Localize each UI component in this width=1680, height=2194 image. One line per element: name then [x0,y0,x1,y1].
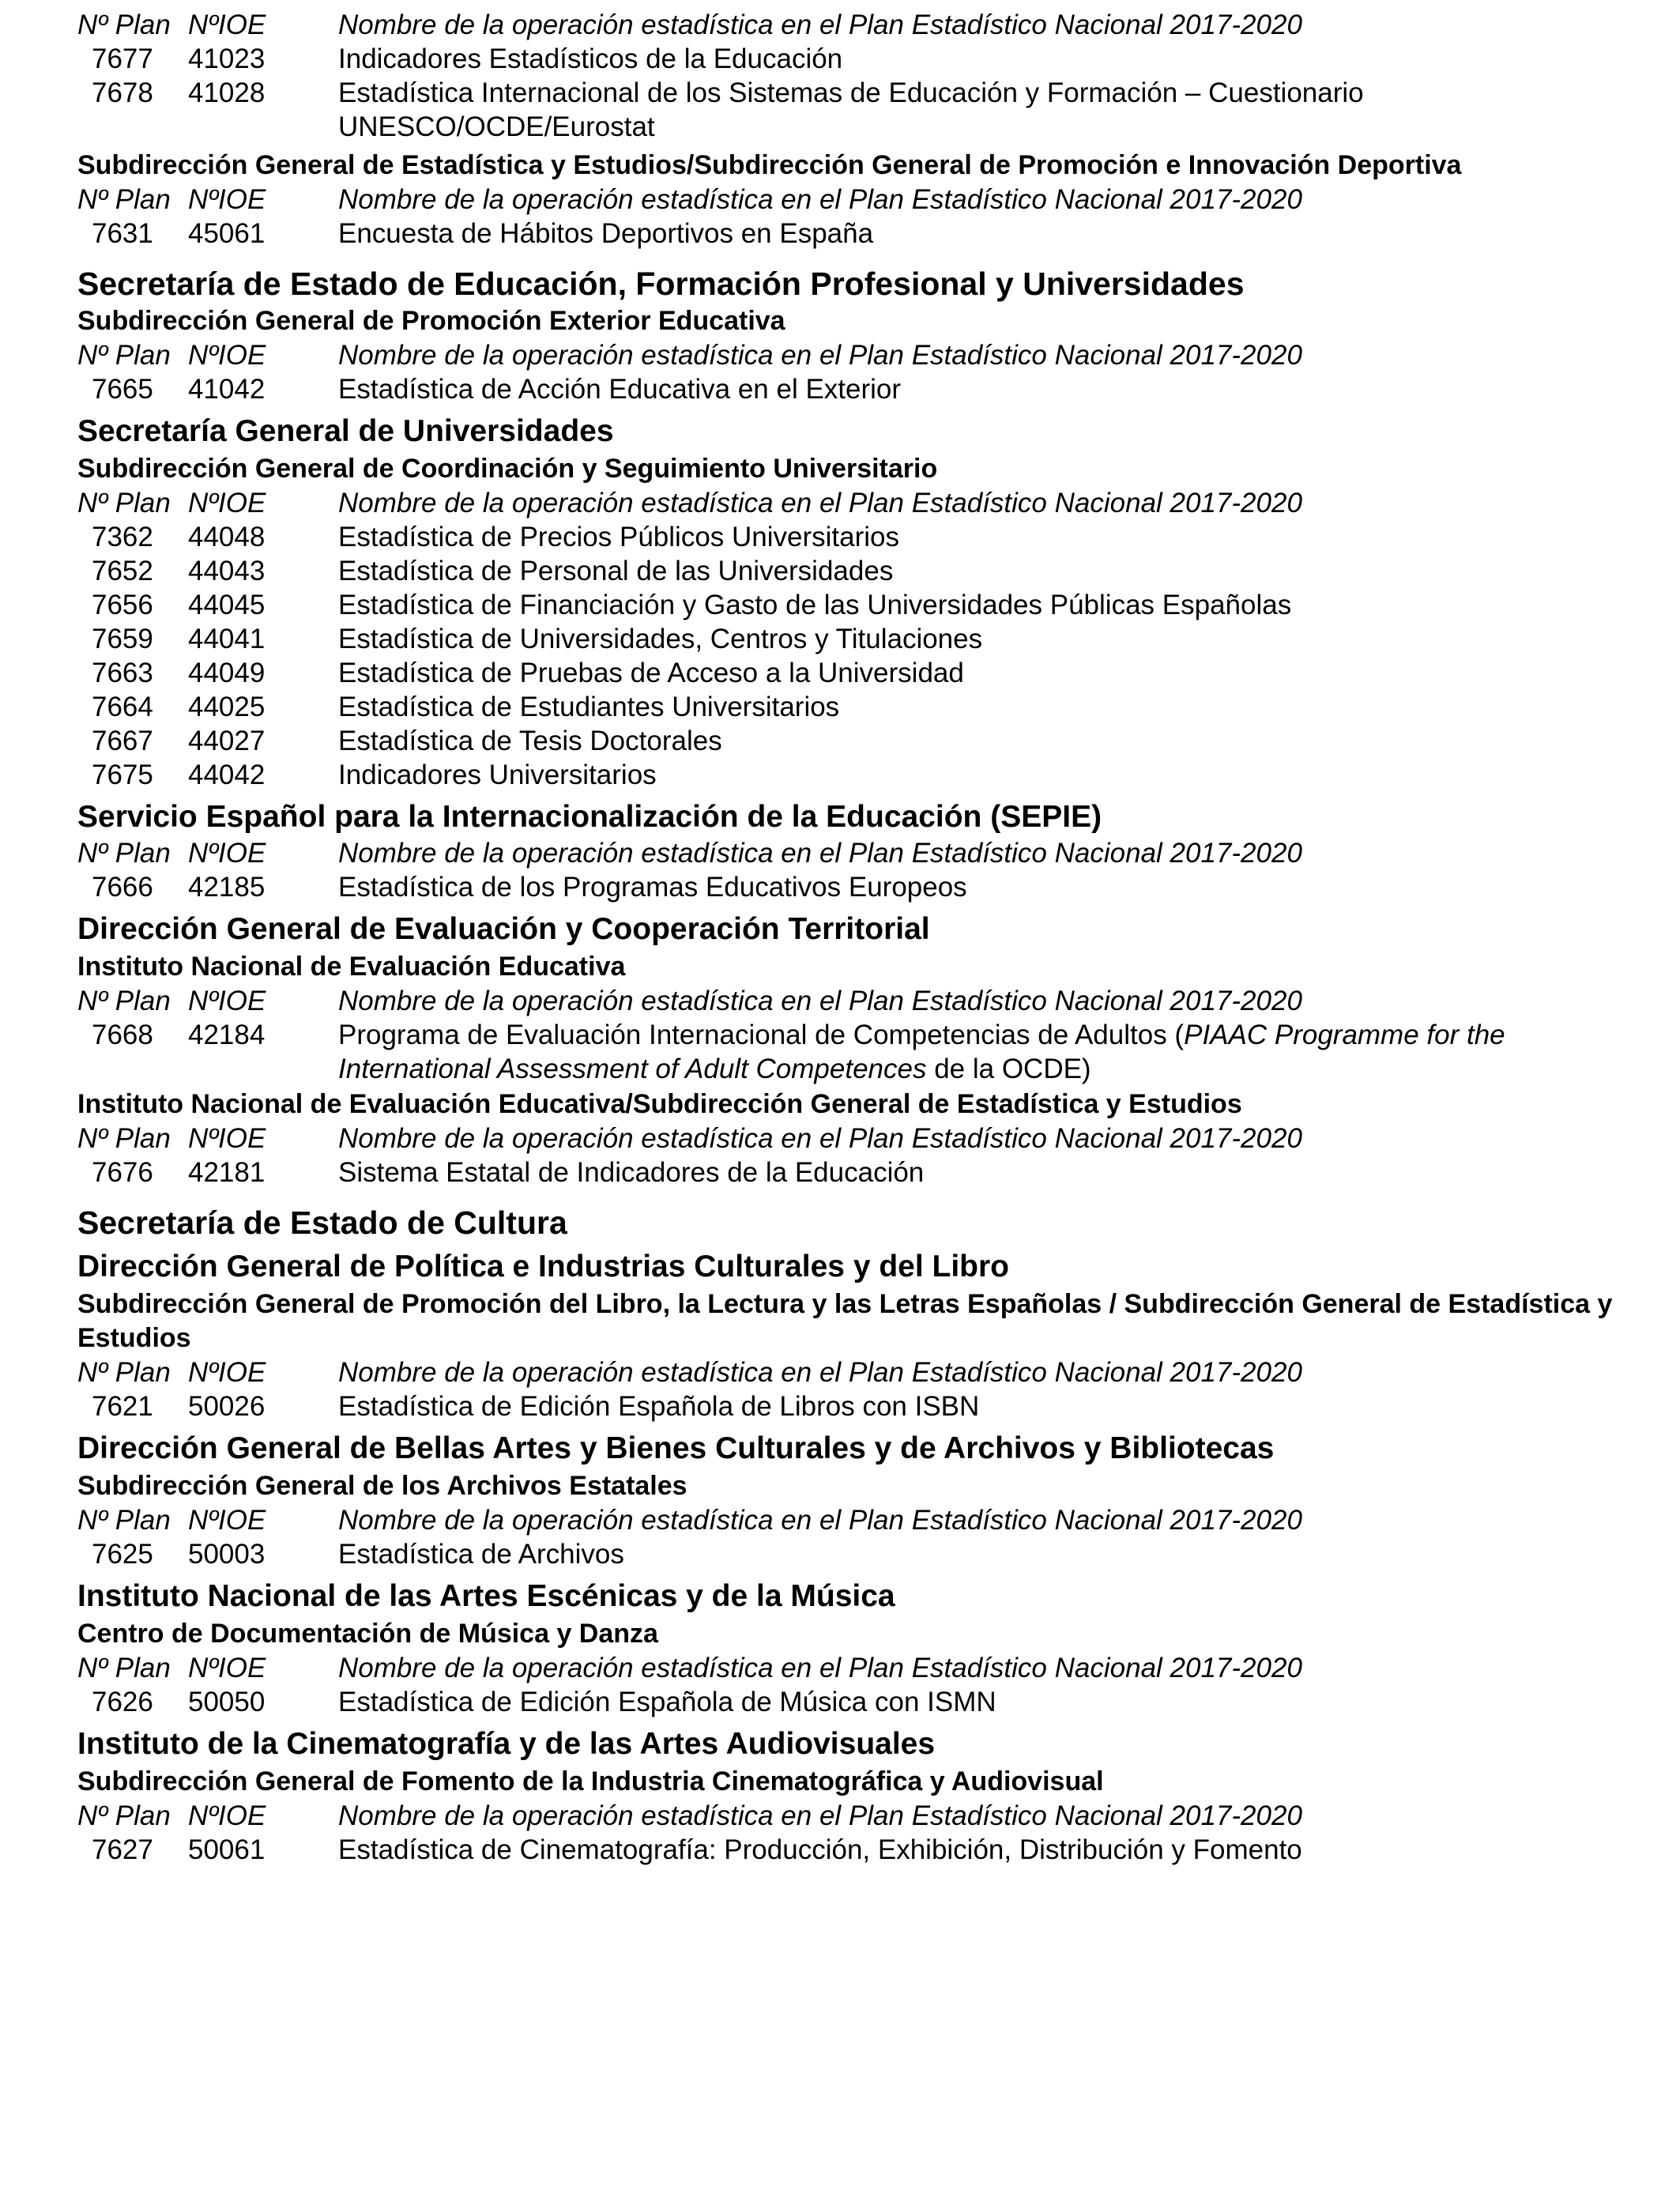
operation-name-text: Estadística de Acción Educativa en el Exterior [338,374,902,405]
ioe-column-header: NºIOE [188,1357,266,1388]
subsection-heading: Dirección General de Bellas Artes y Bienes Culturales y de Archivos y Bibliotecas [77,1431,1275,1465]
operation-name [338,758,1626,792]
ioe-number: 42184 [188,1020,266,1050]
section-block [77,413,1626,792]
plan-column-header: Nº Plan [77,488,171,518]
column-header-row [77,1355,1626,1389]
column-header-row [77,836,1626,870]
column-header-row [77,8,1626,42]
ioe-column-header: NºIOE [188,340,266,371]
plan-number: 7631 [92,218,153,249]
plan-column-header: Nº Plan [77,184,171,215]
ioe-column-header: NºIOE [188,838,266,869]
column-header-row [77,1122,1626,1155]
ioe-column-header: NºIOE [188,184,266,215]
plan-number: 7678 [92,77,153,108]
table-row [77,217,1626,251]
ioe-number: 42185 [188,872,266,903]
table-row [77,42,1626,76]
plan-column-header: Nº Plan [77,1123,171,1154]
operation-name-text: Encuesta de Hábitos Deportivos en España [338,218,874,249]
table-row [77,1389,1626,1423]
table-row [77,656,1626,690]
ioe-column-header: NºIOE [188,1505,266,1536]
ioe-number: 44041 [188,624,266,654]
name-column-header: Nombre de la operación estadística en el Plan Estadístico Nacional 2017-2020 [338,1505,1302,1536]
column-header-row [77,984,1626,1018]
table-row [77,1018,1626,1086]
ioe-number: 50026 [188,1391,266,1422]
name-column-header: Nombre de la operación estadística en el Plan Estadístico Nacional 2017-2020 [338,340,1302,371]
plan-column-header: Nº Plan [77,1357,171,1388]
operation-name [338,217,1626,251]
operation-name [338,870,1626,904]
operation-name-italic: PIAAC Programme for the International Assessment of Adult Competences [338,1020,1505,1084]
operation-name-text: Programa de Evaluación Internacional de Competencias de Adultos ( [338,1020,1185,1050]
unit-heading: Subdirección General de los Archivos Estatales [77,1471,687,1501]
operation-name [338,622,1626,656]
operation-name [338,42,1626,76]
plan-number: 7676 [92,1157,153,1188]
column-header-row [77,1799,1626,1833]
ioe-number: 41023 [188,43,266,74]
plan-number: 7677 [92,43,153,74]
operation-name [338,76,1626,144]
operation-name [338,690,1626,724]
table-row [77,758,1626,792]
ioe-column-header: NºIOE [188,1800,266,1831]
ioe-column-header: NºIOE [188,488,266,518]
ioe-number: 44048 [188,522,266,552]
unit-heading: Subdirección General de Estadística y Estudios/Subdirección General de Promoción e Innovación Deportiva [77,150,1462,180]
section-heading: Secretaría de Estado de Educación, Formación Profesional y Universidades [77,266,1245,302]
operation-name [338,554,1626,588]
plan-number: 7664 [92,692,153,722]
unit-heading: Instituto Nacional de Evaluación Educativa [77,952,626,982]
document-page [77,8,1626,1867]
ioe-number: 42181 [188,1157,266,1188]
unit-heading: Subdirección General de Coordinación y Seguimiento Universitario [77,454,938,484]
section-block [77,8,1626,144]
ioe-column-header: NºIOE [188,986,266,1016]
ioe-number: 44042 [188,760,266,790]
table-row [77,372,1626,406]
operation-name-text: Estadística de Universidades, Centros y Titulaciones [338,624,983,654]
ioe-number: 50061 [188,1834,266,1865]
subsection-heading: Dirección General de Evaluación y Cooperación Territorial [77,912,930,946]
plan-column-header: Nº Plan [77,1653,171,1683]
plan-column-header: Nº Plan [77,838,171,869]
operation-name-text: Estadística de Tesis Doctorales [338,726,722,756]
unit-heading: Subdirección General de Fomento de la Industria Cinematográfica y Audiovisual [77,1766,1104,1796]
name-column-header: Nombre de la operación estadística en el Plan Estadístico Nacional 2017-2020 [338,986,1302,1016]
section-heading: Secretaría de Estado de Cultura [77,1204,567,1241]
table-row [77,1685,1626,1719]
ioe-column-header: NºIOE [188,1123,266,1154]
ioe-number: 44043 [188,556,266,586]
operation-name-text: Sistema Estatal de Indicadores de la Educación [338,1157,925,1188]
table-row [77,76,1626,144]
table-row [77,870,1626,904]
table-row [77,1833,1626,1867]
operation-name-text: Estadística de Precios Públicos Universitarios [338,522,900,552]
plan-number: 7665 [92,374,153,405]
operation-name-text: Estadística de Personal de las Universidades [338,556,894,586]
subsection-heading: Instituto Nacional de las Artes Escénicas y de la Música [77,1579,895,1613]
name-column-header: Nombre de la operación estadística en el Plan Estadístico Nacional 2017-2020 [338,1123,1302,1154]
operation-name-text: Estadística de Edición Española de Libros con ISBN [338,1391,980,1422]
section-block [77,1088,1626,1189]
table-row [77,554,1626,588]
plan-number: 7666 [92,872,153,903]
plan-number: 7625 [92,1539,153,1570]
plan-number: 7362 [92,522,153,552]
operation-name [338,1685,1626,1719]
plan-column-header: Nº Plan [77,9,171,40]
ioe-number: 44027 [188,726,266,756]
operation-name [338,1155,1626,1189]
ioe-number: 41028 [188,77,266,108]
subsection-heading: Instituto de la Cinematografía y de las Artes Audiovisuales [77,1727,936,1761]
section-block [77,1725,1626,1867]
operation-name [338,1389,1626,1423]
operation-name [338,588,1626,622]
ioe-column-header: NºIOE [188,1653,266,1683]
column-header-row [77,1503,1626,1537]
name-column-header: Nombre de la operación estadística en el Plan Estadístico Nacional 2017-2020 [338,9,1302,40]
unit-heading: Subdirección General de Promoción del Libro, la Lectura y las Letras Españolas / Subdirección General de Estadística y Estudios [77,1289,1613,1353]
unit-heading: Instituto Nacional de Evaluación Educativa/Subdirección General de Estadística y Estudios [77,1089,1242,1119]
ioe-number: 44025 [188,692,266,722]
name-column-header: Nombre de la operación estadística en el Plan Estadístico Nacional 2017-2020 [338,1357,1302,1388]
section-block [77,1578,1626,1719]
operation-name [338,372,1626,406]
section-block [77,1430,1626,1571]
section-block [77,1204,1626,1423]
plan-number: 7652 [92,556,153,586]
column-header-row [77,1651,1626,1685]
table-row [77,1537,1626,1571]
plan-number: 7626 [92,1687,153,1717]
operation-name-text: Indicadores Estadísticos de la Educación [338,43,843,74]
name-column-header: Nombre de la operación estadística en el Plan Estadístico Nacional 2017-2020 [338,488,1302,518]
name-column-header: Nombre de la operación estadística en el Plan Estadístico Nacional 2017-2020 [338,1653,1302,1683]
unit-heading: Centro de Documentación de Música y Danza [77,1619,658,1649]
plan-number: 7627 [92,1834,153,1865]
operation-name-text: Estadística de Estudiantes Universitarios [338,692,840,722]
plan-number: 7663 [92,658,153,688]
ioe-number: 50003 [188,1539,266,1570]
plan-number: 7675 [92,760,153,790]
plan-number: 7659 [92,624,153,654]
section-block [77,149,1626,251]
unit-heading: Subdirección General de Promoción Exterior Educativa [77,306,785,336]
section-block [77,798,1626,904]
ioe-number: 44045 [188,590,266,620]
plan-number: 7667 [92,726,153,756]
operation-name-text: Estadística de Edición Española de Música con ISMN [338,1687,996,1717]
operation-name-text: Estadística de Pruebas de Acceso a la Universidad [338,658,964,688]
operation-name-text: Estadística de Cinematografía: Producción, Exhibición, Distribución y Fomento [338,1834,1302,1865]
column-header-row [77,338,1626,372]
plan-number: 7621 [92,1391,153,1422]
operation-name-text: Estadística de Financiación y Gasto de las Universidades Públicas Españolas [338,590,1292,620]
plan-column-header: Nº Plan [77,1800,171,1831]
operation-name-text: Estadística de Archivos [338,1539,624,1570]
operation-name [338,520,1626,554]
section-block [77,910,1626,1086]
operation-name-text: Indicadores Universitarios [338,760,657,790]
subsection-heading: Servicio Español para la Internacionalización de la Educación (SEPIE) [77,800,1102,834]
operation-name-text: Estadística de los Programas Educativos Europeos [338,872,967,903]
table-row [77,588,1626,622]
table-row [77,1155,1626,1189]
column-header-row [77,183,1626,217]
column-header-row [77,486,1626,520]
plan-column-header: Nº Plan [77,340,171,371]
name-column-header: Nombre de la operación estadística en el Plan Estadístico Nacional 2017-2020 [338,838,1302,869]
operation-name-tail: de la OCDE) [926,1054,1091,1084]
operation-name [338,1537,1626,1571]
table-row [77,724,1626,758]
ioe-number: 41042 [188,374,266,405]
subsection-heading: Secretaría General de Universidades [77,414,614,448]
table-row [77,690,1626,724]
plan-column-header: Nº Plan [77,1505,171,1536]
ioe-column-header: NºIOE [188,9,266,40]
name-column-header: Nombre de la operación estadística en el Plan Estadístico Nacional 2017-2020 [338,184,1302,215]
section-block [77,265,1626,406]
operation-name [338,724,1626,758]
operation-name [338,1833,1626,1867]
subsection-heading: Dirección General de Política e Industrias Culturales y del Libro [77,1250,1010,1284]
plan-number: 7668 [92,1020,153,1050]
ioe-number: 45061 [188,218,266,249]
operation-name-text: Estadística Internacional de los Sistemas de Educación y Formación – Cuestionario UNESCO/OCDE/Eurostat [338,77,1364,142]
plan-number: 7656 [92,590,153,620]
operation-name [338,656,1626,690]
plan-column-header: Nº Plan [77,986,171,1016]
name-column-header: Nombre de la operación estadística en el Plan Estadístico Nacional 2017-2020 [338,1800,1302,1831]
ioe-number: 50050 [188,1687,266,1717]
operation-name [338,1018,1626,1086]
table-row [77,520,1626,554]
ioe-number: 44049 [188,658,266,688]
table-row [77,622,1626,656]
